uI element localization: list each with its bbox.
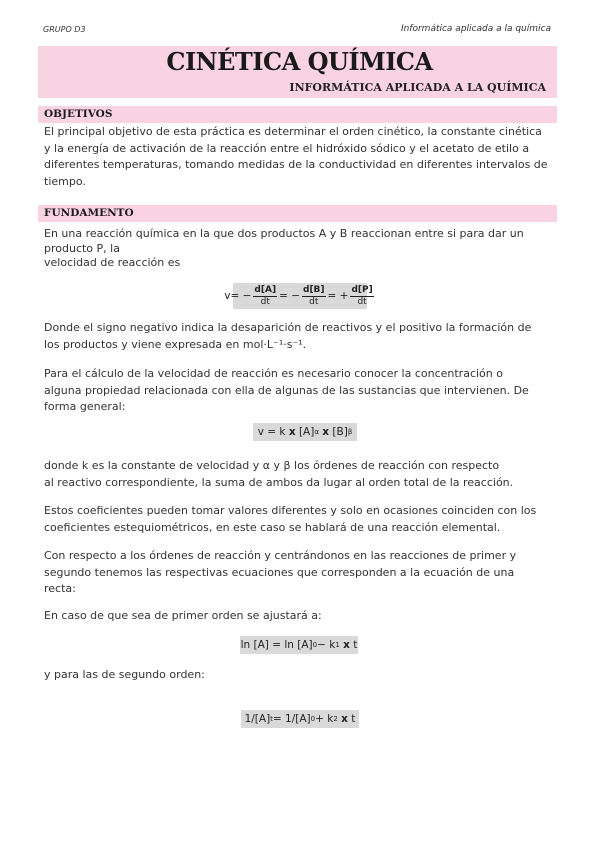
objetivos-band [38, 106, 557, 123]
fraction-denominator: dt [357, 296, 367, 307]
fraction-numerator: d[A] [254, 284, 277, 295]
text-line: Para el cálculo de la velocidad de reacción es necesario conocer la concentración o [44, 367, 503, 380]
fundamento-heading: FUNDAMENTO [44, 207, 134, 219]
eq-part: v = k [257, 426, 286, 438]
fraction-numerator: d[P] [351, 284, 373, 295]
subscript: 1 [335, 641, 340, 649]
subscript: 0 [310, 715, 316, 723]
eq-part: t [351, 713, 356, 725]
objetivos-paragraph [44, 124, 556, 190]
text-line: tiempo. [44, 174, 86, 188]
text-line: donde k es la constante de velocidad y α y β los órdenes de reacción con respecto [44, 459, 500, 472]
fundamento-paragraph-7: En caso de que sea de primer orden se ajustará a: [44, 609, 322, 622]
eq-part: + k [315, 713, 334, 725]
fundamento-paragraph-4 [44, 458, 556, 491]
text-line: El principal objetivo de esta práctica es determinar el orden cinético, la constante cinética [44, 125, 542, 138]
fundamento-intro [44, 227, 556, 271]
eq-part: [B] [332, 426, 348, 438]
subscript: 0 [312, 641, 318, 649]
fraction-denominator: dt [260, 296, 270, 307]
fraction-dp-dt [350, 285, 373, 308]
eq-part: t [353, 639, 358, 651]
multiply-sign: x [341, 713, 348, 725]
fundamento-paragraph-2 [44, 320, 556, 353]
subscript: t [270, 715, 273, 723]
subscript: 2 [333, 715, 338, 723]
multiply-sign: x [343, 639, 350, 651]
text-line: Donde el signo negativo indica la desaparición de reactivos y el positivo la formación de [44, 321, 532, 334]
text-line: al reactivo correspondiente, la suma de ambos da lugar al orden total de la reacción. [44, 475, 514, 489]
text-line: diferentes temperaturas, tomando medidas de la conductividad en diferentes intervalos de [44, 158, 548, 171]
eq-part: [A] [298, 426, 315, 438]
text-line: En una reacción química en la que dos productos A y B reaccionan entre si para dar un [44, 227, 524, 240]
objetivos-heading: OBJETIVOS [44, 108, 113, 120]
text-line: Con respecto a los órdenes de reacción y centrándonos en las reacciones de primer y [44, 549, 517, 562]
text-line: forma general: [44, 400, 126, 413]
fundamento-paragraph-5 [44, 503, 556, 536]
eq-sign: = − [279, 290, 300, 302]
eq-part: = 1/[A] [272, 713, 311, 725]
exponent-beta: β [347, 428, 353, 436]
multiply-sign: x [288, 426, 296, 438]
fundamento-paragraph-3 [44, 366, 556, 416]
multiply-sign: x [322, 426, 330, 438]
text-line: velocidad de reacción es [44, 256, 181, 269]
text-line: recta: [44, 582, 76, 595]
eq-part: − k [317, 639, 336, 651]
eq-sign: = + [327, 290, 349, 302]
rate-law-equation [253, 423, 357, 441]
exponent-alpha: α [314, 428, 319, 436]
text-line: segundo tenemos las respectivas ecuaciones que corresponden a la ecuación de una [44, 565, 515, 579]
text-line: Estos coeficientes pueden tomar valores diferentes y solo en ocasiones coinciden con los [44, 504, 537, 517]
fraction-numerator: d[B] [303, 284, 325, 295]
eq-part: ln [A] = ln [A] [240, 639, 313, 651]
header-group-label: GRUPO D3 [43, 25, 86, 34]
eq-sign: = − [230, 290, 252, 302]
page-subtitle: INFORMÁTICA APLICADA A LA QUÍMICA [289, 81, 546, 94]
fundamento-paragraph-8: y para las de segundo orden: [44, 668, 205, 681]
fraction-da-dt [253, 285, 277, 308]
fundamento-paragraph-6 [44, 548, 556, 598]
fraction-denominator: dt [309, 296, 319, 307]
text-line: coeficientes estequiométricos, en este caso se hablará de una reacción elemental. [44, 520, 501, 534]
fraction-db-dt [302, 285, 326, 308]
second-order-equation [241, 710, 359, 728]
first-order-equation [240, 636, 358, 654]
text-line: y la energía de activación de la reacción entre el hidróxido sódico y el acetato de etilo a [44, 141, 530, 155]
text-line: producto P, la [44, 241, 120, 255]
eq-lhs: v [224, 290, 231, 302]
eq-part: 1/[A] [244, 713, 271, 725]
header-course-label: Informática aplicada a la química [400, 24, 551, 34]
page-title: CINÉTICA QUÍMICA [166, 47, 433, 76]
text-line: los productos y viene expresada en mol·L⁻¹·s⁻¹. [44, 337, 307, 351]
rate-equation [224, 283, 373, 309]
text-line: alguna propiedad relacionada con ella de algunas de las sustancias que intervienen. De [44, 383, 529, 397]
